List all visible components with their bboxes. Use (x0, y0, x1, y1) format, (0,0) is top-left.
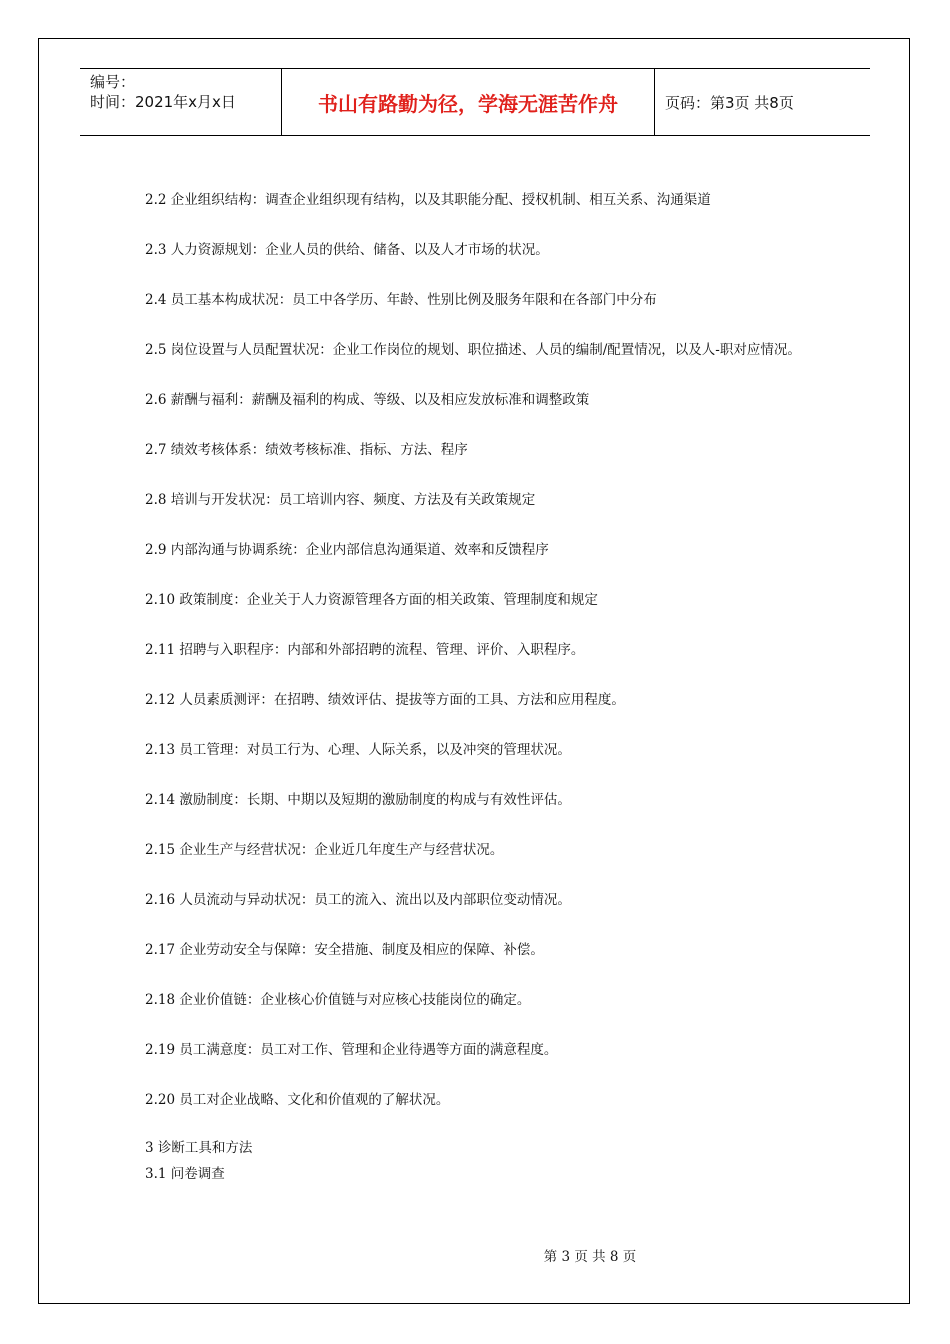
item-2-9: 2.9 内部沟通与协调系统：企业内部信息沟通渠道、效率和反馈程序 (145, 542, 549, 558)
item-2-17: 2.17 企业劳动安全与保障：安全措施、制度及相应的保障、补偿。 (145, 942, 544, 958)
item-2-18: 2.18 企业价值链：企业核心价值链与对应核心技能岗位的确定。 (145, 992, 531, 1008)
header-meta (80, 69, 281, 135)
item-2-15: 2.15 企业生产与经营状况：企业近几年度生产与经营状况。 (145, 842, 504, 858)
section-3-title: 3 诊断工具和方法 (145, 1140, 253, 1156)
item-2-16: 2.16 人员流动与异动状况：员工的流入、流出以及内部职位变动情况。 (145, 892, 571, 908)
number-label: 编号： (90, 73, 136, 91)
item-2-3: 2.3 人力资源规划：企业人员的供给、储备、以及人才市场的状况。 (145, 242, 549, 258)
item-2-8: 2.8 培训与开发状况：员工培训内容、频度、方法及有关政策规定 (145, 492, 536, 508)
time-label: 时间：2021年x月x日 (90, 93, 236, 111)
item-2-14: 2.14 激励制度：长期、中期以及短期的激励制度的构成与有效性评估。 (145, 792, 571, 808)
item-2-19: 2.19 员工满意度：员工对工作、管理和企业待遇等方面的满意程度。 (145, 1042, 558, 1058)
item-2-7: 2.7 绩效考核体系：绩效考核标准、指标、方法、程序 (145, 442, 468, 458)
item-2-20: 2.20 员工对企业战略、文化和价值观的了解状况。 (145, 1092, 450, 1108)
item-2-13: 2.13 员工管理：对员工行为、心理、人际关系，以及冲突的管理状况。 (145, 742, 571, 758)
item-2-12: 2.12 人员素质测评：在招聘、绩效评估、提拔等方面的工具、方法和应用程度。 (145, 692, 625, 708)
document-body (145, 185, 810, 1187)
item-2-2: 2.2 企业组织结构：调查企业组织现有结构，以及其职能分配、授权机制、相互关系、沟通渠道 (145, 192, 711, 208)
header-page-code: 页码：第3页 共8页 (665, 93, 794, 112)
item-2-4: 2.4 员工基本构成状况：员工中各学历、年龄、性别比例及服务年限和在各部门中分布 (145, 292, 657, 308)
header-motto: 书山有路勤为径，学海无涯苦作舟 (281, 69, 655, 135)
section-3-1-title: 3.1 问卷调查 (145, 1166, 225, 1182)
item-2-10: 2.10 政策制度：企业关于人力资源管理各方面的相关政策、管理制度和规定 (145, 592, 598, 608)
item-2-6: 2.6 薪酬与福利：薪酬及福利的构成、等级、以及相应发放标准和调整政策 (145, 392, 590, 408)
item-2-11: 2.11 招聘与入职程序：内部和外部招聘的流程、管理、评价、入职程序。 (145, 642, 585, 658)
page-footer: 第 3 页 共 8 页 (543, 1249, 637, 1265)
page-header (80, 68, 870, 136)
item-2-5: 2.5 岗位设置与人员配置状况：企业工作岗位的规划、职位描述、人员的编制/配置情况，以及人-职对应情况。 (145, 342, 801, 358)
